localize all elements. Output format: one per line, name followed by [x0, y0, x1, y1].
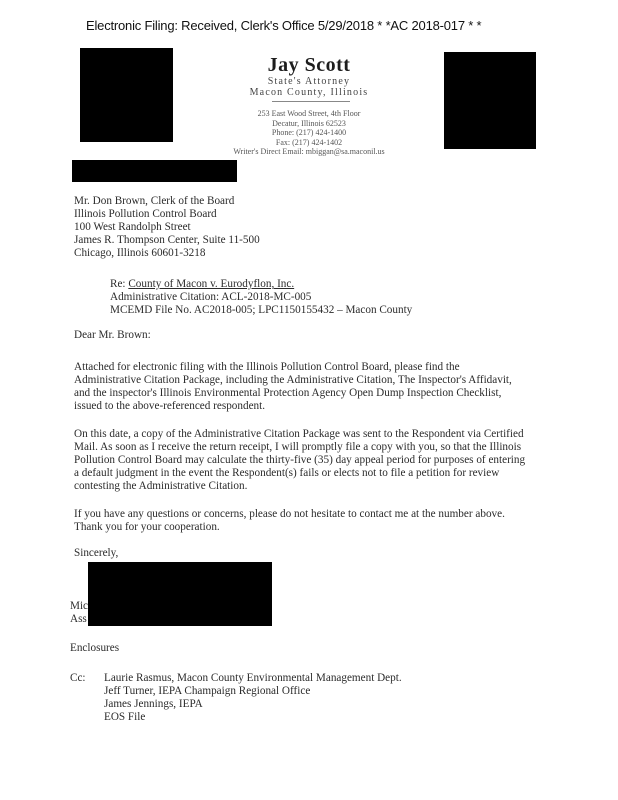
paragraph-line: contesting the Administrative Citation.	[74, 480, 248, 492]
filing-stamp: Electronic Filing: Received, Clerk's Office 5/29/2018 * *AC 2018-017 * *	[86, 18, 482, 33]
recipient-line: 100 West Randolph Street	[74, 221, 191, 233]
cc-recipient: EOS File	[104, 711, 146, 723]
re-label: Re:	[110, 278, 126, 290]
recipient-line: Chicago, Illinois 60601-3218	[74, 247, 206, 259]
letterhead-name: Jay Scott	[267, 54, 351, 76]
email-line: Writer's Direct Email: mbiggan@sa.maconil.us	[233, 147, 385, 156]
cc-recipient: James Jennings, IEPA	[104, 698, 203, 710]
recipient-line: James R. Thompson Center, Suite 11-500	[74, 234, 260, 246]
paragraph-line: Thank you for your cooperation.	[74, 521, 220, 533]
enclosures-label: Enclosures	[70, 642, 120, 654]
letterhead-address	[0, 109, 618, 157]
letterhead-county: Macon County, Illinois	[249, 87, 369, 98]
paragraph-line: Mail. As soon as I receive the return receipt, I will promptly file a copy with you, so that the Illinois	[74, 441, 522, 453]
paragraph-line: If you have any questions or concerns, please do not hesitate to contact me at the number above.	[74, 508, 505, 520]
paragraph-line: Administrative Citation Package, including the Administrative Citation, The Inspector's Affidavit,	[74, 374, 512, 386]
re-line: Administrative Citation: ACL-2018-MC-005	[110, 291, 312, 303]
redacted-date	[72, 160, 237, 182]
cc-label: Cc:	[70, 672, 86, 684]
re-line: MCEMD File No. AC2018-005; LPC1150155432 – Macon County	[110, 304, 413, 316]
address-line: Phone: (217) 424-1400	[271, 128, 347, 137]
signer-name-fragment: Mic	[70, 600, 89, 612]
redacted-signature	[88, 562, 272, 626]
cc-list	[104, 672, 402, 724]
address-line: 253 East Wood Street, 4th Floor	[257, 109, 361, 118]
paragraph-line: issued to the above-referenced respondent.	[74, 400, 266, 412]
paragraph-line: On this date, a copy of the Administrative Citation Package was sent to the Respondent via Certified	[74, 428, 524, 440]
recipient-address	[74, 195, 260, 260]
body-paragraph-3	[74, 508, 505, 534]
recipient-line: Illinois Pollution Control Board	[74, 208, 217, 220]
salutation: Dear Mr. Brown:	[74, 329, 151, 341]
cc-recipient: Laurie Rasmus, Macon County Environmental Management Dept.	[104, 672, 402, 684]
body-paragraph-2	[74, 428, 525, 493]
paragraph-line: and the inspector's Illinois Environmental Protection Agency Open Dump Inspection Checklist,	[74, 387, 502, 399]
paragraph-line: a default judgment in the event the Respondent(s) fails or elects not to file a petition for review	[74, 467, 500, 479]
letterhead-title: State's Attorney	[267, 76, 351, 87]
address-line: Decatur, Illinois 62523	[272, 118, 346, 128]
recipient-line: Mr. Don Brown, Clerk of the Board	[74, 195, 235, 207]
letterhead-divider	[272, 101, 350, 102]
re-block	[110, 278, 412, 317]
closing: Sincerely,	[74, 547, 119, 559]
paragraph-line: Pollution Control Board may calculate the thirty-five (35) day appeal period for purposes of entering	[74, 454, 526, 466]
cc-recipient: Jeff Turner, IEPA Champaign Regional Office	[104, 685, 311, 697]
address-line: Fax: (217) 424-1402	[275, 137, 343, 147]
signer-title-fragment: Ass	[70, 613, 87, 625]
paragraph-line: Attached for electronic filing with the Illinois Pollution Control Board, please find the	[74, 361, 460, 373]
re-case-title: County of Macon v. Eurodyflon, Inc.	[128, 278, 295, 290]
body-paragraph-1	[74, 361, 512, 413]
